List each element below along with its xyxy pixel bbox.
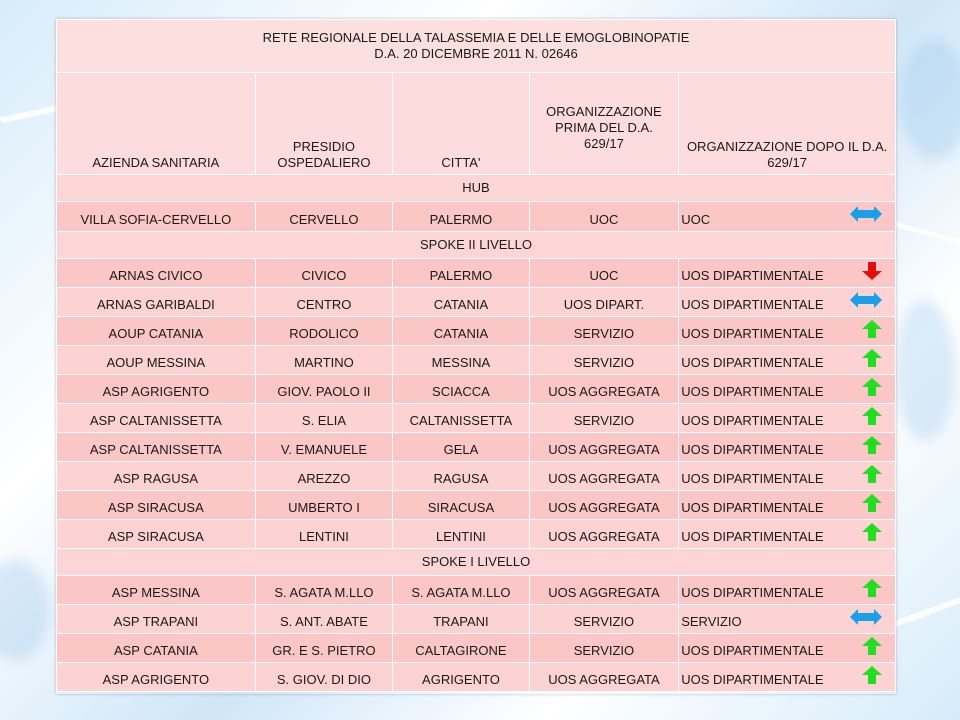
table-row [57,663,896,692]
cell-presidio: LENTINI [255,520,392,549]
cell-dopo-label: UOS DIPARTIMENTALE [681,326,824,341]
cell-dopo-label: UOS DIPARTIMENTALE [681,355,824,370]
cell-azienda: ASP AGRIGENTO [57,375,256,404]
table-row [57,433,896,462]
table-row [57,520,896,549]
header-dopo-line1: ORGANIZZAZIONE DOPO IL D.A. [686,139,888,154]
table-title [57,20,896,73]
cell-citta: PALERMO [393,259,529,288]
green-up-arrow-icon [861,464,883,484]
section-row-spoke2 [57,232,896,259]
cell-presidio: V. EMANUELE [255,433,392,462]
header-prima-line2: PRIMA DEL D.A. [555,120,653,135]
header-azienda-label: AZIENDA SANITARIA [92,155,220,170]
cell-azienda: ASP AGRIGENTO [57,663,256,692]
header-presidio-line2: OSPEDALIERO [277,155,371,170]
blue-double-arrow-icon [849,607,883,627]
cell-dopo-label: UOS DIPARTIMENTALE [681,442,824,457]
cell-presidio: GIOV. PAOLO II [255,375,392,404]
green-up-arrow-icon [861,319,883,339]
cell-citta: MESSINA [393,346,529,375]
cell-citta: TRAPANI [393,605,529,634]
header-citta [393,73,529,175]
cell-azienda: ARNAS GARIBALDI [57,288,256,317]
cell-dopo [679,576,896,605]
cell-citta: RAGUSA [393,462,529,491]
cell-prima: UOS AGGREGATA [529,491,679,520]
cell-dopo [679,404,896,433]
cell-dopo-label: UOS DIPARTIMENTALE [681,500,824,515]
table-row [57,634,896,663]
table-row [57,462,896,491]
table-row [57,605,896,634]
cell-azienda: ASP CALTANISSETTA [57,433,256,462]
background-blob [895,300,955,440]
header-presidio-line1: PRESIDIO [292,139,355,154]
cell-dopo [679,634,896,663]
section-row-spoke1 [57,549,896,576]
header-org-prima [529,73,679,175]
cell-azienda: AOUP CATANIA [57,317,256,346]
header-presidio [255,73,392,175]
blue-double-arrow-icon [849,204,883,224]
table-row [57,491,896,520]
cell-prima: UOS AGGREGATA [529,576,679,605]
cell-presidio: S. ELIA [255,404,392,433]
cell-dopo [679,346,896,375]
cell-dopo-label: UOS DIPARTIMENTALE [681,529,824,544]
cell-dopo-label: UOS DIPARTIMENTALE [681,413,824,428]
header-azienda [57,73,256,175]
cell-dopo [679,288,896,317]
cell-citta: LENTINI [393,520,529,549]
cell-dopo [679,663,896,692]
cell-dopo [679,202,896,232]
green-up-arrow-icon [861,522,883,542]
table-row [57,259,896,288]
cell-presidio: UMBERTO I [255,491,392,520]
cell-dopo-label: UOS DIPARTIMENTALE [681,297,824,312]
cell-azienda: ASP RAGUSA [57,462,256,491]
cell-dopo [679,491,896,520]
cell-citta: GELA [393,433,529,462]
cell-presidio: MARTINO [255,346,392,375]
cell-presidio: GR. E S. PIETRO [255,634,392,663]
background-blob [0,560,50,660]
table-row [57,202,896,232]
cell-dopo-label: UOS DIPARTIMENTALE [681,643,824,658]
cell-presidio: S. ANT. ABATE [255,605,392,634]
cell-azienda: ASP CATANIA [57,634,256,663]
green-up-arrow-icon [861,578,883,598]
cell-presidio: RODOLICO [255,317,392,346]
table-row [57,346,896,375]
green-up-arrow-icon [861,665,883,685]
cell-citta: CATANIA [393,288,529,317]
cell-dopo-label: UOS DIPARTIMENTALE [681,471,824,486]
cell-dopo-label: UOS DIPARTIMENTALE [681,268,824,283]
green-up-arrow-icon [861,493,883,513]
network-table [56,19,896,692]
cell-dopo [679,462,896,491]
cell-dopo-label: UOS DIPARTIMENTALE [681,672,824,687]
green-up-arrow-icon [861,636,883,656]
cell-azienda: ASP SIRACUSA [57,491,256,520]
cell-dopo [679,317,896,346]
cell-citta: AGRIGENTO [393,663,529,692]
green-up-arrow-icon [861,377,883,397]
blue-double-arrow-icon [849,290,883,310]
cell-prima: UOS AGGREGATA [529,663,679,692]
cell-citta: CALTANISSETTA [393,404,529,433]
cell-presidio: S. GIOV. DI DIO [255,663,392,692]
cell-prima: UOS AGGREGATA [529,520,679,549]
cell-dopo [679,520,896,549]
cell-citta: SIRACUSA [393,491,529,520]
table-row [57,404,896,433]
cell-citta: CALTAGIRONE [393,634,529,663]
cell-prima: SERVIZIO [529,404,679,433]
table-title-line2: D.A. 20 DICEMBRE 2011 N. 02646 [374,46,578,61]
cell-azienda: ARNAS CIVICO [57,259,256,288]
cell-dopo-label: UOS DIPARTIMENTALE [681,585,824,600]
cell-dopo-label: UOS DIPARTIMENTALE [681,384,824,399]
cell-citta: CATANIA [393,317,529,346]
cell-azienda: VILLA SOFIA-CERVELLO [57,202,256,232]
cell-presidio: CERVELLO [255,202,392,232]
cell-presidio: CIVICO [255,259,392,288]
cell-prima: UOC [529,259,679,288]
cell-presidio: CENTRO [255,288,392,317]
cell-prima: SERVIZIO [529,634,679,663]
section-label-hub: HUB [57,175,896,202]
cell-azienda: ASP TRAPANI [57,605,256,634]
cell-prima: UOS AGGREGATA [529,462,679,491]
cell-azienda: ASP MESSINA [57,576,256,605]
table-title-line1: RETE REGIONALE DELLA TALASSEMIA E DELLE EMOGLOBINOPATIE [262,30,690,45]
cell-prima: SERVIZIO [529,605,679,634]
green-up-arrow-icon [861,348,883,368]
cell-azienda: AOUP MESSINA [57,346,256,375]
header-prima-line3: 629/17 [584,136,624,151]
cell-dopo-label: SERVIZIO [681,614,742,629]
cell-azienda: ASP CALTANISSETTA [57,404,256,433]
background-blob [900,40,960,160]
table-title-row [57,20,896,73]
header-org-dopo [679,73,896,175]
cell-dopo [679,605,896,634]
section-label-spoke1: SPOKE I LIVELLO [57,549,896,576]
cell-citta: PALERMO [393,202,529,232]
cell-presidio: S. AGATA M.LLO [255,576,392,605]
cell-citta: SCIACCA [393,375,529,404]
cell-prima: SERVIZIO [529,346,679,375]
cell-prima: UOS AGGREGATA [529,433,679,462]
cell-prima: UOS DIPART. [529,288,679,317]
green-up-arrow-icon [861,435,883,455]
cell-prima: SERVIZIO [529,317,679,346]
network-table-container [56,19,896,694]
cell-prima: UOC [529,202,679,232]
header-citta-label: CITTA' [441,155,481,170]
table-row [57,576,896,605]
green-up-arrow-icon [861,406,883,426]
header-dopo-line2: 629/17 [767,155,807,170]
table-row [57,288,896,317]
table-row [57,317,896,346]
cell-dopo [679,375,896,404]
cell-citta: S. AGATA M.LLO [393,576,529,605]
cell-dopo [679,433,896,462]
cell-azienda: ASP SIRACUSA [57,520,256,549]
red-down-arrow-icon [861,261,883,281]
table-row [57,375,896,404]
header-prima-line1: ORGANIZZAZIONE [546,104,662,119]
cell-dopo-label: UOC [681,212,711,227]
cell-presidio: AREZZO [255,462,392,491]
header-row [57,73,896,175]
section-row-hub [57,175,896,202]
cell-prima: UOS AGGREGATA [529,375,679,404]
section-label-spoke2: SPOKE II LIVELLO [57,232,896,259]
cell-dopo [679,259,896,288]
